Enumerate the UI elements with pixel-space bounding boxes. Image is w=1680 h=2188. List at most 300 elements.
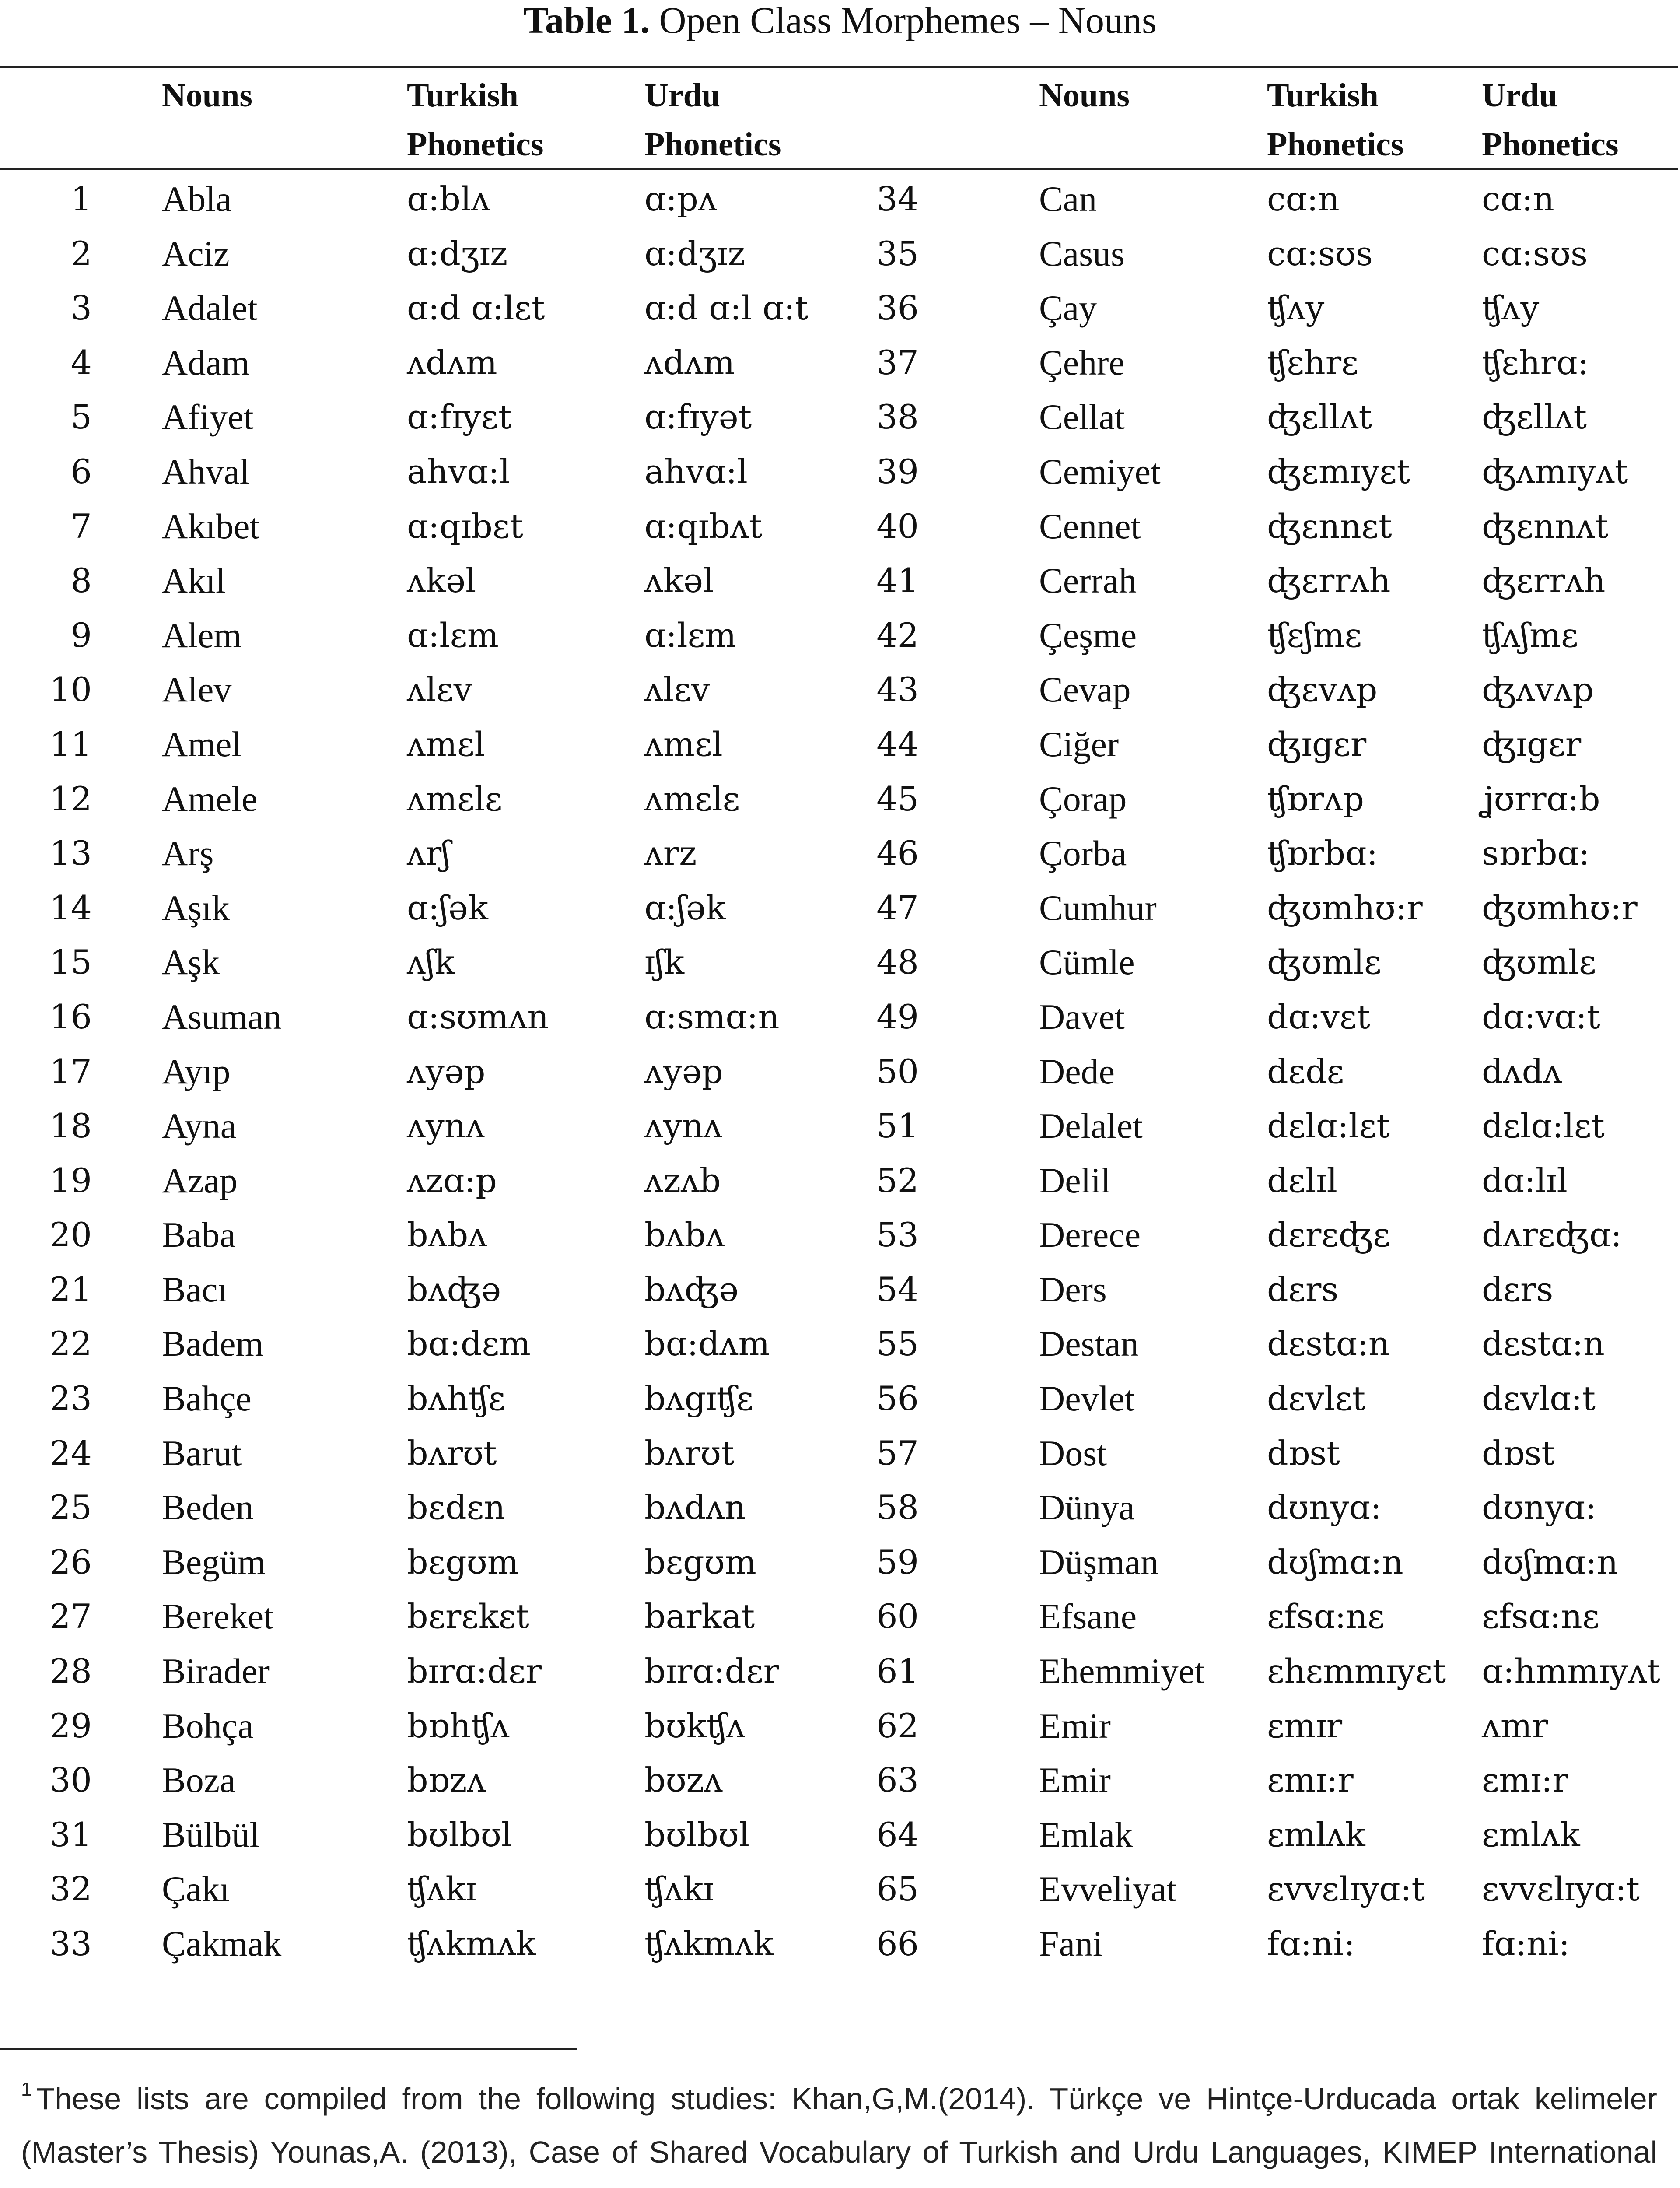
turkish-phonetic-right: dɛvlɛt — [1267, 1379, 1366, 1418]
header-nouns-left: Nouns — [162, 77, 252, 114]
table-row — [0, 1045, 1680, 1099]
noun-right: Casus — [1039, 233, 1125, 274]
table-row — [0, 1426, 1680, 1481]
header-nouns-right: Nouns — [1039, 77, 1130, 114]
urdu-phonetic-left: ɑ:pʌ — [644, 179, 717, 218]
noun-right: Fani — [1039, 1924, 1103, 1964]
row-number-left: 17 — [49, 1052, 92, 1091]
turkish-phonetic-left: ɑ:d ɑ:lɛt — [407, 288, 545, 328]
turkish-phonetic-right: ɛfsɑ:nɛ — [1267, 1597, 1385, 1636]
noun-right: Can — [1039, 179, 1097, 219]
table-row — [0, 1699, 1680, 1753]
turkish-phonetic-left: ɑ:sʊmʌn — [407, 997, 549, 1036]
row-number-right: 48 — [876, 943, 919, 982]
noun-right: Çorap — [1039, 778, 1127, 819]
turkish-phonetic-left: ʌlɛv — [407, 670, 472, 709]
row-number-left: 31 — [49, 1815, 92, 1854]
urdu-phonetic-left: bɛgʊm — [644, 1542, 756, 1581]
noun-left: Amele — [162, 778, 258, 819]
row-number-right: 43 — [876, 670, 919, 709]
urdu-phonetic-right: cɑ:sʊs — [1482, 234, 1588, 273]
row-number-right: 46 — [876, 834, 919, 873]
header-turkish-phonetics-right: Phonetics — [1267, 126, 1404, 163]
row-number-right: 53 — [876, 1215, 919, 1255]
noun-left: Çakı — [162, 1869, 230, 1909]
turkish-phonetic-right: ʧɛhrɛ — [1267, 343, 1359, 382]
noun-right: Cellat — [1039, 397, 1125, 437]
noun-left: Adalet — [162, 288, 258, 328]
noun-left: Begüm — [162, 1542, 266, 1582]
noun-right: Emir — [1039, 1705, 1111, 1746]
urdu-phonetic-left: ɑ:smɑ:n — [644, 997, 780, 1036]
noun-left: Aşık — [162, 887, 230, 928]
noun-right: Evveliyat — [1039, 1869, 1177, 1909]
urdu-phonetic-right: dɒst — [1482, 1433, 1555, 1473]
noun-left: Abla — [162, 179, 232, 219]
turkish-phonetic-left: ʌrʃ — [407, 834, 451, 873]
header-urdu-right: Urdu — [1482, 77, 1558, 114]
table-title-text: Open Class Morphemes – Nouns — [649, 0, 1157, 41]
table-row — [0, 881, 1680, 936]
noun-right: Ehemmiyet — [1039, 1651, 1205, 1691]
turkish-phonetic-left: bʌʤə — [407, 1269, 501, 1309]
row-number-left: 2 — [70, 234, 92, 273]
noun-right: Devlet — [1039, 1378, 1135, 1419]
row-number-right: 39 — [876, 452, 919, 491]
table-row — [0, 554, 1680, 608]
noun-left: Bacı — [162, 1269, 228, 1309]
urdu-phonetic-right: dɛlɑ:lɛt — [1482, 1106, 1605, 1146]
table-row — [0, 1808, 1680, 1862]
row-number-left: 19 — [49, 1161, 92, 1200]
urdu-phonetic-left: ʌzʌb — [644, 1161, 721, 1200]
urdu-phonetic-left: ʌynʌ — [644, 1106, 722, 1146]
urdu-phonetic-right: ɛmlʌk — [1482, 1815, 1580, 1854]
row-number-left: 29 — [49, 1706, 92, 1745]
noun-right: Dede — [1039, 1051, 1115, 1091]
turkish-phonetic-left: ʌʃk — [407, 943, 455, 982]
noun-left: Akıbet — [162, 506, 260, 546]
noun-right: Cümle — [1039, 942, 1135, 982]
row-number-left: 16 — [49, 997, 92, 1036]
table-row — [0, 608, 1680, 663]
table-row — [0, 772, 1680, 827]
turkish-phonetic-left: ʧʌkmʌk — [407, 1924, 536, 1963]
row-number-left: 22 — [49, 1324, 92, 1364]
row-number-left: 28 — [49, 1652, 92, 1691]
row-number-left: 27 — [49, 1597, 92, 1636]
header-turkish-phonetics-left: Phonetics — [407, 126, 544, 163]
table-row — [0, 1644, 1680, 1699]
turkish-phonetic-right: ɛmɪ:r — [1267, 1760, 1354, 1800]
urdu-phonetic-right: ʧʌy — [1482, 288, 1540, 328]
table-row — [0, 1208, 1680, 1262]
noun-right: Destan — [1039, 1324, 1139, 1364]
table-row — [0, 990, 1680, 1045]
urdu-phonetic-right: cɑ:n — [1482, 179, 1554, 218]
row-number-left: 11 — [49, 724, 92, 764]
urdu-phonetic-left: ʌrz — [644, 834, 697, 873]
table-row — [0, 227, 1680, 281]
row-number-right: 55 — [876, 1324, 919, 1364]
noun-left: Birader — [162, 1651, 270, 1691]
turkish-phonetic-right: ʧʌy — [1267, 288, 1325, 328]
noun-left: Beden — [162, 1487, 254, 1528]
row-number-right: 51 — [876, 1106, 919, 1146]
row-number-right: 59 — [876, 1542, 919, 1581]
row-number-left: 25 — [49, 1488, 92, 1527]
row-number-left: 9 — [70, 615, 92, 655]
turkish-phonetic-left: bɛrɛkɛt — [407, 1597, 529, 1636]
noun-right: Delil — [1039, 1160, 1111, 1200]
turkish-phonetic-left: bʌrʊt — [407, 1433, 497, 1473]
urdu-phonetic-right: ʤʊmhʊ:r — [1482, 888, 1638, 927]
urdu-phonetic-left: ɑ:qɪbʌt — [644, 506, 763, 546]
urdu-phonetic-right: dʊʃmɑ:n — [1482, 1542, 1618, 1581]
urdu-phonetic-left: bɑ:dʌm — [644, 1324, 770, 1364]
noun-left: Alev — [162, 670, 232, 710]
row-number-right: 58 — [876, 1488, 919, 1527]
noun-right: Çorba — [1039, 833, 1127, 873]
header-turkish-left: Turkish — [407, 77, 518, 114]
row-number-left: 13 — [49, 834, 92, 873]
noun-left: Ahval — [162, 451, 250, 491]
row-number-left: 32 — [49, 1869, 92, 1909]
urdu-phonetic-left: ʌmɛl — [644, 724, 723, 764]
noun-right: Efsane — [1039, 1596, 1137, 1637]
urdu-phonetic-right: ʤʌvʌp — [1482, 670, 1594, 709]
row-number-right: 44 — [876, 724, 919, 764]
turkish-phonetic-right: ɛvvɛlɪyɑ:t — [1267, 1869, 1425, 1909]
urdu-phonetic-right: ʌmr — [1482, 1706, 1548, 1745]
noun-left: Alem — [162, 615, 242, 655]
row-number-left: 30 — [49, 1760, 92, 1800]
turkish-phonetic-left: ʌdʌm — [407, 343, 497, 382]
noun-right: Emlak — [1039, 1814, 1133, 1855]
table-row — [0, 1862, 1680, 1917]
urdu-phonetic-right: dɛstɑ:n — [1482, 1324, 1605, 1364]
turkish-phonetic-left: bɑ:dɛm — [407, 1324, 531, 1364]
urdu-phonetic-left: bʌrʊt — [644, 1433, 735, 1473]
urdu-phonetic-right: ʤɛnnʌt — [1482, 506, 1609, 546]
row-number-right: 61 — [876, 1652, 919, 1691]
turkish-phonetic-left: bʊlbʊl — [407, 1815, 512, 1854]
table-row — [0, 445, 1680, 499]
urdu-phonetic-left: bʌbʌ — [644, 1215, 725, 1255]
row-number-right: 63 — [876, 1760, 919, 1800]
table-title-label: Table 1. — [523, 0, 650, 41]
table-top-rule — [0, 66, 1678, 68]
row-number-right: 41 — [876, 561, 919, 600]
turkish-phonetic-left: bʌhʧɛ — [407, 1379, 506, 1418]
turkish-phonetic-right: dɒst — [1267, 1433, 1340, 1473]
noun-left: Ayıp — [162, 1051, 231, 1091]
urdu-phonetic-left: bʌgɪʧɛ — [644, 1379, 754, 1418]
noun-right: Ders — [1039, 1269, 1107, 1309]
noun-left: Bohça — [162, 1705, 254, 1746]
turkish-phonetic-right: dɑ:vɛt — [1267, 997, 1370, 1036]
row-number-right: 52 — [876, 1161, 919, 1200]
row-number-left: 26 — [49, 1542, 92, 1581]
row-number-right: 35 — [876, 234, 919, 273]
turkish-phonetic-right: ʤɛllʌt — [1267, 397, 1372, 437]
turkish-phonetic-left: bɒhʧʌ — [407, 1706, 510, 1745]
table-row — [0, 1262, 1680, 1317]
turkish-phonetic-left: ʧʌkɪ — [407, 1869, 476, 1909]
row-number-right: 45 — [876, 779, 919, 818]
table-row — [0, 1917, 1680, 1971]
noun-right: Cumhur — [1039, 887, 1157, 928]
row-number-right: 57 — [876, 1433, 919, 1473]
turkish-phonetic-right: ʤɛnnɛt — [1267, 506, 1392, 546]
turkish-phonetic-left: ɑ:dʒɪz — [407, 234, 508, 273]
turkish-phonetic-right: dʊʃmɑ:n — [1267, 1542, 1404, 1581]
table-row — [0, 1589, 1680, 1644]
urdu-phonetic-left: bʌdʌn — [644, 1488, 746, 1527]
noun-right: Çeşme — [1039, 615, 1137, 655]
urdu-phonetic-left: ɑ:lɛm — [644, 615, 737, 655]
table-row — [0, 1154, 1680, 1208]
row-number-left: 14 — [49, 888, 92, 927]
noun-left: Aşk — [162, 942, 220, 982]
noun-left: Adam — [162, 342, 250, 382]
turkish-phonetic-right: ɛhɛmmɪyɛt — [1267, 1652, 1446, 1691]
noun-right: Emir — [1039, 1760, 1111, 1800]
row-number-left: 7 — [70, 506, 92, 546]
urdu-phonetic-left: bʊlbʊl — [644, 1815, 750, 1854]
row-number-left: 5 — [70, 397, 92, 437]
row-number-right: 47 — [876, 888, 919, 927]
turkish-phonetic-left: ʌyəp — [407, 1052, 486, 1091]
noun-right: Cerrah — [1039, 561, 1137, 601]
turkish-phonetic-left: ʌmɛl — [407, 724, 485, 764]
row-number-left: 20 — [49, 1215, 92, 1255]
noun-right: Dost — [1039, 1433, 1107, 1473]
row-number-left: 23 — [49, 1379, 92, 1418]
urdu-phonetic-right: sɒrbɑ: — [1482, 834, 1590, 873]
urdu-phonetic-right: ʝʊrrɑ:b — [1482, 779, 1600, 818]
urdu-phonetic-left: ʌlɛv — [644, 670, 710, 709]
turkish-phonetic-right: cɑ:n — [1267, 179, 1340, 218]
table-row — [0, 172, 1680, 227]
urdu-phonetic-left: ɑ:fɪyət — [644, 397, 752, 437]
table-row — [0, 390, 1680, 445]
turkish-phonetic-right: ʤʊmhʊ:r — [1267, 888, 1423, 927]
noun-left: Azap — [162, 1160, 238, 1200]
footnote-text: These lists are compiled from the following studies: Khan,G,M.(2014). Türkçe ve Hintçe-Urducada ortak kelimeler (Master’s Thesis) Younas,A. (2013), Case of Shared Vocabulary of Turkish and Urdu Languages, KIMEP International — [21, 2082, 1657, 2169]
urdu-phonetic-left: ʧʌkmʌk — [644, 1924, 774, 1963]
urdu-phonetic-right: dʊnyɑ: — [1482, 1488, 1596, 1527]
table-body — [0, 172, 1680, 1971]
table-row — [0, 1480, 1680, 1535]
footnote — [21, 2072, 1657, 2188]
turkish-phonetic-left: bɪrɑ:dɛr — [407, 1652, 542, 1691]
table-row — [0, 336, 1680, 390]
row-number-left: 4 — [70, 343, 92, 382]
row-number-left: 33 — [49, 1924, 92, 1963]
urdu-phonetic-right: ʤɪgɛr — [1482, 724, 1582, 764]
noun-right: Delalet — [1039, 1106, 1143, 1146]
turkish-phonetic-left: ɑ:lɛm — [407, 615, 499, 655]
turkish-phonetic-left: ʌmɛlɛ — [407, 779, 503, 818]
noun-left: Aciz — [162, 233, 230, 274]
turkish-phonetic-right: ʧɛʃmɛ — [1267, 615, 1362, 655]
row-number-right: 56 — [876, 1379, 919, 1418]
table-row — [0, 1099, 1680, 1154]
row-number-left: 21 — [49, 1269, 92, 1309]
row-number-right: 40 — [876, 506, 919, 546]
turkish-phonetic-right: ʤɪgɛr — [1267, 724, 1367, 764]
table-row — [0, 1371, 1680, 1426]
footnote-marker: 1 — [21, 2079, 32, 2100]
urdu-phonetic-right: ɛvvɛlɪyɑ:t — [1482, 1869, 1640, 1909]
noun-left: Barut — [162, 1433, 242, 1473]
table-row — [0, 281, 1680, 336]
urdu-phonetic-left: bʊkʧʌ — [644, 1706, 746, 1745]
row-number-right: 64 — [876, 1815, 919, 1854]
table-row — [0, 717, 1680, 772]
table-header-rule — [0, 168, 1678, 170]
turkish-phonetic-left: ɑ:ʃək — [407, 888, 488, 927]
turkish-phonetic-right: fɑ:ni: — [1267, 1924, 1355, 1963]
urdu-phonetic-right: ʤɛllʌt — [1482, 397, 1587, 437]
noun-left: Bereket — [162, 1596, 273, 1637]
urdu-phonetic-left: ɑ:dʒɪz — [644, 234, 746, 273]
urdu-phonetic-left: barkat — [644, 1597, 755, 1636]
table-row — [0, 663, 1680, 717]
urdu-phonetic-right: dɑ:vɑ:t — [1482, 997, 1600, 1036]
noun-right: Derece — [1039, 1215, 1141, 1255]
urdu-phonetic-left: ɑ:ʃək — [644, 888, 726, 927]
row-number-right: 37 — [876, 343, 919, 382]
row-number-right: 49 — [876, 997, 919, 1036]
row-number-right: 54 — [876, 1269, 919, 1309]
row-number-left: 1 — [70, 179, 92, 218]
turkish-phonetic-right: ʤɛvʌp — [1267, 670, 1378, 709]
table-row — [0, 499, 1680, 554]
row-number-right: 38 — [876, 397, 919, 437]
noun-left: Arş — [162, 833, 214, 873]
noun-left: Ayna — [162, 1106, 237, 1146]
turkish-phonetic-right: ʤɛmɪyɛt — [1267, 452, 1410, 491]
turkish-phonetic-left: ahvɑ:l — [407, 452, 510, 491]
turkish-phonetic-left: bɒzʌ — [407, 1760, 486, 1800]
table-row — [0, 1753, 1680, 1808]
turkish-phonetic-left: bʌbʌ — [407, 1215, 487, 1255]
turkish-phonetic-right: dɛstɑ:n — [1267, 1324, 1390, 1364]
urdu-phonetic-right: ʤʌmɪyʌt — [1482, 452, 1628, 491]
turkish-phonetic-right: ɛmlʌk — [1267, 1815, 1365, 1854]
row-number-right: 36 — [876, 288, 919, 328]
urdu-phonetic-left: ʌyəp — [644, 1052, 723, 1091]
row-number-left: 12 — [49, 779, 92, 818]
urdu-phonetic-left: bɪrɑ:dɛr — [644, 1652, 779, 1691]
turkish-phonetic-left: ɑ:qɪbɛt — [407, 506, 523, 546]
noun-right: Dünya — [1039, 1487, 1135, 1528]
turkish-phonetic-left: ʌzɑ:p — [407, 1161, 497, 1200]
urdu-phonetic-right: fɑ:ni: — [1482, 1924, 1570, 1963]
footnote-rule — [0, 2048, 577, 2050]
turkish-phonetic-left: bɛgʊm — [407, 1542, 519, 1581]
urdu-phonetic-left: ɑ:d ɑ:l ɑ:t — [644, 288, 808, 328]
noun-right: Çay — [1039, 288, 1097, 328]
table-title — [0, 0, 1680, 42]
turkish-phonetic-right: ʧɒrbɑ: — [1267, 834, 1378, 873]
header-urdu-left: Urdu — [644, 77, 721, 114]
noun-right: Cemiyet — [1039, 451, 1161, 491]
noun-left: Asuman — [162, 996, 282, 1037]
turkish-phonetic-left: ɑ:blʌ — [407, 179, 490, 218]
urdu-phonetic-left: ʧʌkɪ — [644, 1869, 714, 1909]
noun-right: Çehre — [1039, 342, 1125, 382]
row-number-right: 60 — [876, 1597, 919, 1636]
urdu-phonetic-right: ɛfsɑ:nɛ — [1482, 1597, 1600, 1636]
turkish-phonetic-right: ɛmɪr — [1267, 1706, 1343, 1745]
turkish-phonetic-left: bɛdɛn — [407, 1488, 505, 1527]
row-number-right: 50 — [876, 1052, 919, 1091]
urdu-phonetic-right: ɑ:hmmɪyʌt — [1482, 1652, 1661, 1691]
noun-left: Boza — [162, 1760, 236, 1800]
turkish-phonetic-left: ɑ:fɪyɛt — [407, 397, 512, 437]
noun-left: Badem — [162, 1324, 264, 1364]
noun-left: Afiyet — [162, 397, 254, 437]
row-number-right: 66 — [876, 1924, 919, 1963]
urdu-phonetic-left: ʌmɛlɛ — [644, 779, 740, 818]
urdu-phonetic-left: ʌdʌm — [644, 343, 735, 382]
urdu-phonetic-left: bʌʤə — [644, 1269, 739, 1309]
row-number-left: 18 — [49, 1106, 92, 1146]
turkish-phonetic-right: ʤɛrrʌh — [1267, 561, 1391, 600]
urdu-phonetic-right: dɑ:lɪl — [1482, 1161, 1568, 1200]
noun-right: Davet — [1039, 996, 1125, 1037]
header-urdu-phonetics-left: Phonetics — [644, 126, 781, 163]
turkish-phonetic-right: dɛlɪl — [1267, 1161, 1337, 1200]
urdu-phonetic-left: bʊzʌ — [644, 1760, 723, 1800]
urdu-phonetic-left: ʌkəl — [644, 561, 714, 600]
turkish-phonetic-left: ʌynʌ — [407, 1106, 485, 1146]
turkish-phonetic-left: ʌkəl — [407, 561, 476, 600]
noun-right: Ciğer — [1039, 724, 1119, 764]
urdu-phonetic-right: dɛvlɑ:t — [1482, 1379, 1596, 1418]
header-urdu-phonetics-right: Phonetics — [1482, 126, 1619, 163]
noun-right: Cennet — [1039, 506, 1141, 546]
urdu-phonetic-right: ʧɛhrɑ: — [1482, 343, 1589, 382]
table-row — [0, 935, 1680, 990]
urdu-phonetic-right: ʤʊmlɛ — [1482, 943, 1596, 982]
row-number-left: 6 — [70, 452, 92, 491]
turkish-phonetic-right: dɛlɑ:lɛt — [1267, 1106, 1390, 1146]
urdu-phonetic-right: dʌrɛʤɑ: — [1482, 1215, 1622, 1255]
noun-left: Çakmak — [162, 1924, 282, 1964]
noun-right: Cevap — [1039, 670, 1131, 710]
noun-left: Baba — [162, 1215, 236, 1255]
turkish-phonetic-right: dɛrs — [1267, 1269, 1339, 1309]
noun-left: Akıl — [162, 561, 226, 601]
urdu-phonetic-right: dʌdʌ — [1482, 1052, 1562, 1091]
header-turkish-right: Turkish — [1267, 77, 1379, 114]
urdu-phonetic-right: dɛrs — [1482, 1269, 1554, 1309]
urdu-phonetic-right: ɛmɪ:r — [1482, 1760, 1568, 1800]
noun-left: Bahçe — [162, 1378, 252, 1419]
turkish-phonetic-right: ʤʊmlɛ — [1267, 943, 1382, 982]
turkish-phonetic-right: dɛdɛ — [1267, 1052, 1344, 1091]
noun-left: Amel — [162, 724, 242, 764]
table-row — [0, 826, 1680, 881]
row-number-left: 10 — [49, 670, 92, 709]
table-row — [0, 1317, 1680, 1371]
row-number-right: 34 — [876, 179, 919, 218]
urdu-phonetic-right: ʧʌʃmɛ — [1482, 615, 1578, 655]
